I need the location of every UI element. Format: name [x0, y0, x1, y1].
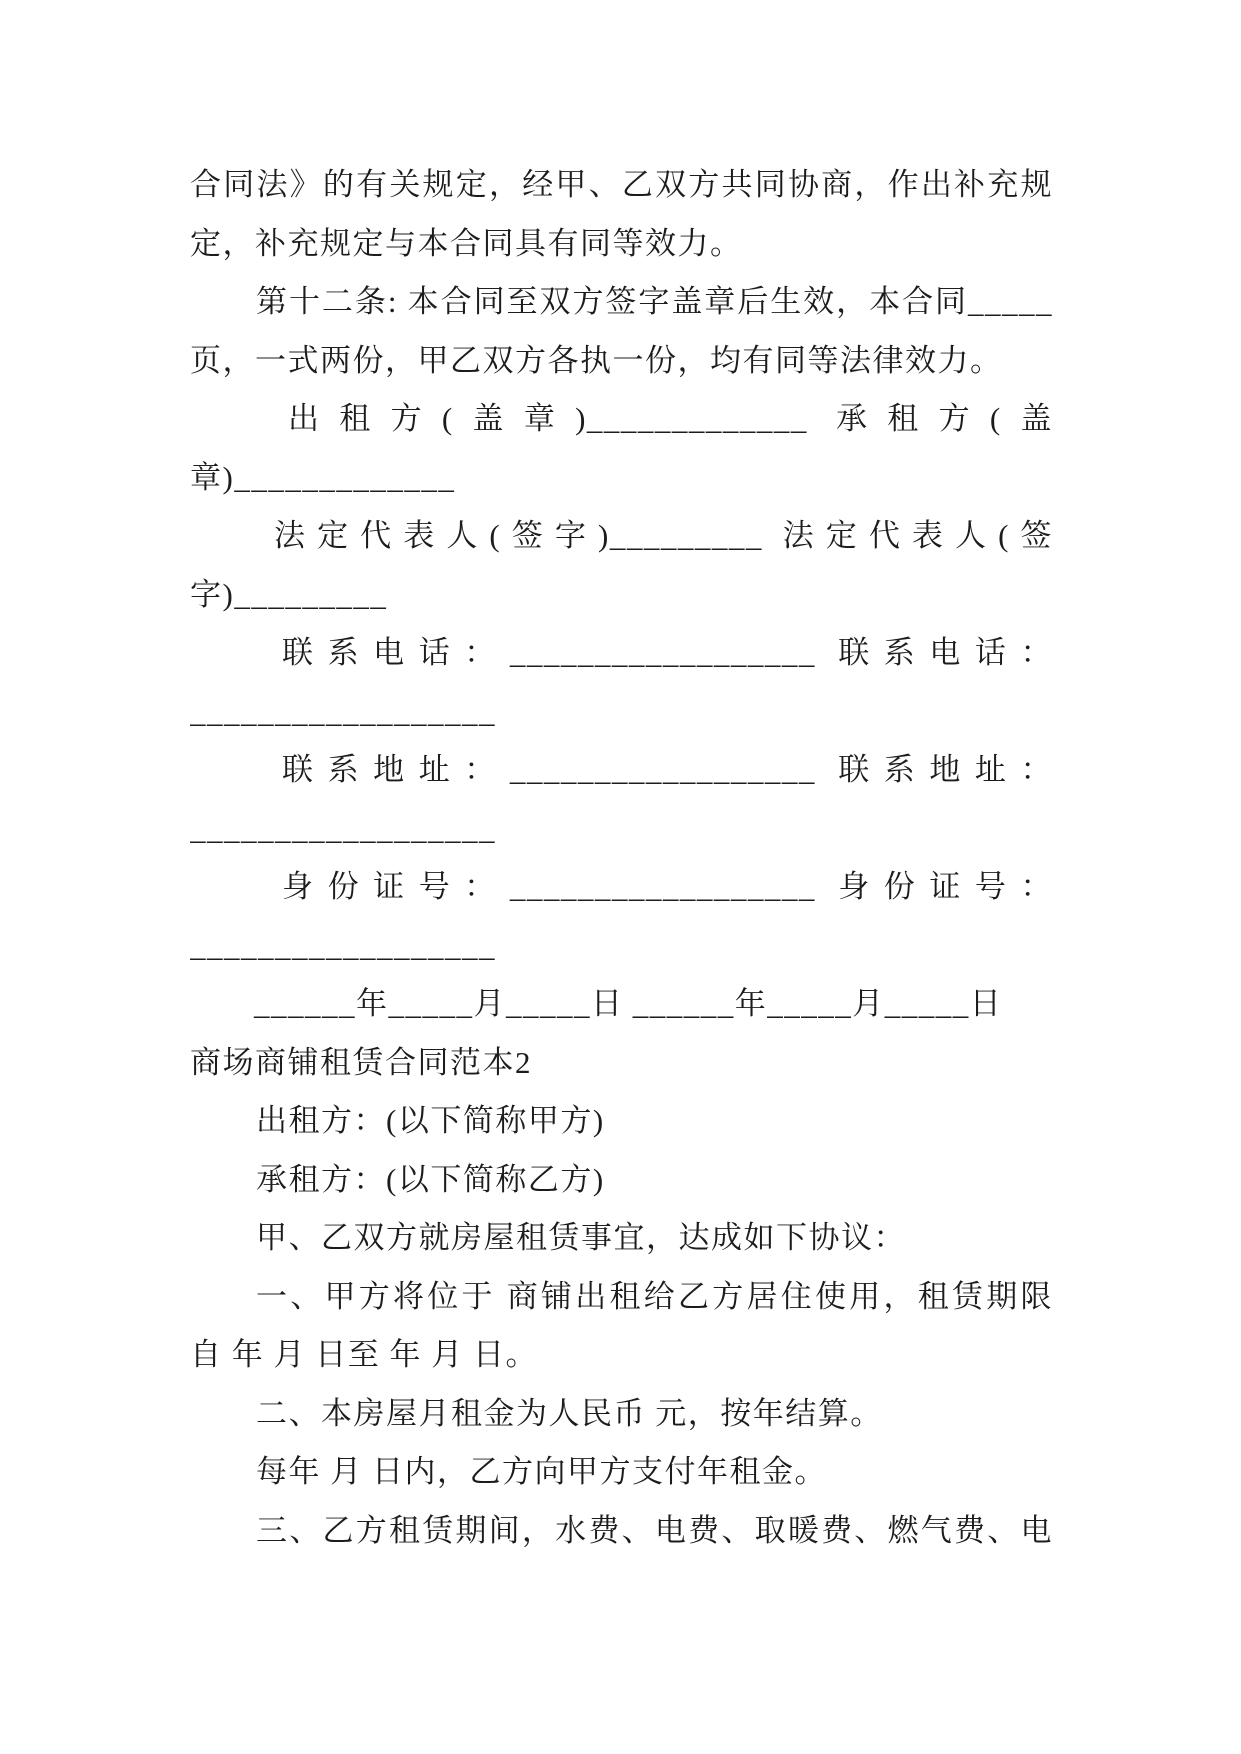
contact-address-line: 联系地址：__________________ 联系地址： — [282, 752, 1053, 787]
signature-seal-line-continued: 章)_____________ — [190, 459, 456, 495]
clause-1-line: 一、甲方将位于 商铺出租给乙方居住使用，租赁期限 — [256, 1278, 1053, 1314]
paragraph-line: 页，一式两份，甲乙双方各执一份，均有同等法律效力。 — [190, 342, 1003, 378]
id-number-line: 身份证号：__________________ 身份证号： — [282, 869, 1053, 904]
contact-address-blank: __________________ — [190, 810, 496, 846]
clause-2-line: 二、本房屋月租金为人民币 元，按年结算。 — [256, 1395, 883, 1431]
legal-representative-line-continued: 字)_________ — [190, 576, 388, 612]
payment-line: 每年 月 日内，乙方向甲方支付年租金。 — [256, 1454, 827, 1489]
agreement-intro-line: 甲、乙双方就房屋租赁事宜，达成如下协议： — [256, 1220, 906, 1255]
legal-representative-line: 法定代表人(签字)_________ 法定代表人(签 — [274, 518, 1053, 553]
date-line: ______年_____月_____日 ______年_____月_____日 — [254, 986, 1003, 1021]
signature-seal-line: 出租方(盖章)_____________ 承租方(盖 — [288, 401, 1053, 436]
contact-phone-blank: __________________ — [190, 693, 496, 729]
clause-1-line-continued: 自 年 月 日至 年 月 日。 — [190, 1337, 538, 1372]
document-body — [190, 156, 1053, 1560]
article-12-line: 第十二条: 本合同至双方签字盖章后生效，本合同_____ — [256, 284, 1053, 319]
id-number-blank: __________________ — [190, 927, 496, 963]
lessee-line: 承租方：(以下简称乙方) — [256, 1161, 605, 1197]
section-title: 商场商铺租赁合同范本2 — [190, 1044, 532, 1080]
contact-phone-line: 联系电话：__________________ 联系电话： — [282, 635, 1053, 670]
clause-3-line: 三、乙方租赁期间，水费、电费、取暖费、燃气费、电 — [256, 1512, 1053, 1548]
lessor-line: 出租方：(以下简称甲方) — [256, 1103, 605, 1138]
paragraph-line: 定，补充规定与本合同具有同等效力。 — [190, 225, 743, 261]
paragraph-line: 合同法》的有关规定，经甲、乙双方共同协商，作出补充规 — [190, 167, 1053, 202]
